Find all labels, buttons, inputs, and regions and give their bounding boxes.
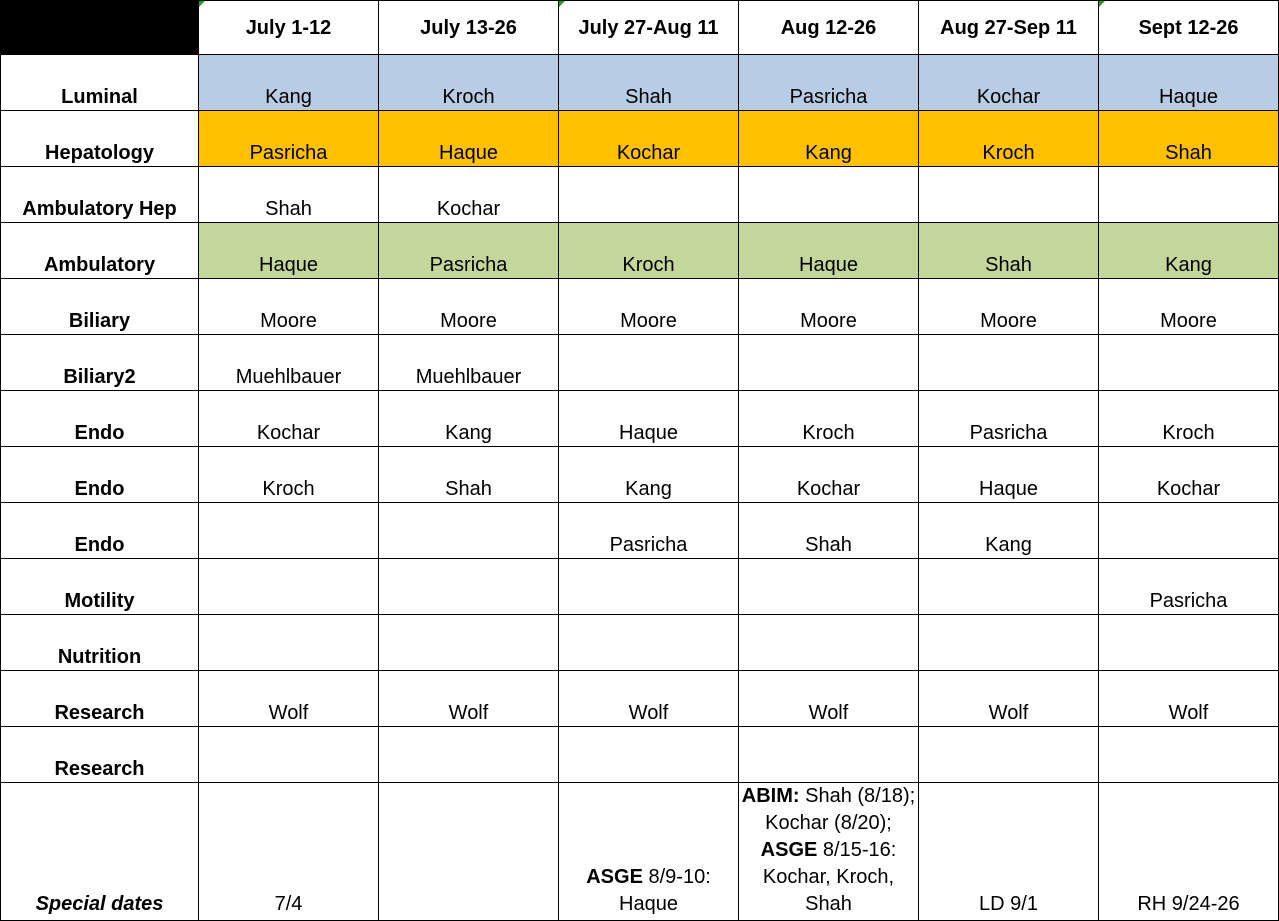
cell — [919, 335, 1099, 391]
cell: Kang — [379, 391, 559, 447]
row-label-ambulatory: Ambulatory — [1, 223, 199, 279]
special-cell-5: LD 9/1 — [919, 783, 1099, 921]
cell: Kochar — [1099, 447, 1279, 503]
cell — [379, 559, 559, 615]
period-header-3: July 27-Aug 11 — [559, 1, 739, 55]
row-label-hepatology: Hepatology — [1, 111, 199, 167]
row-label-research: Research — [1, 727, 199, 783]
row-biliary2 — [1, 335, 1279, 391]
row-label-ambulatory-hep: Ambulatory Hep — [1, 167, 199, 223]
row-label-nutrition: Nutrition — [1, 615, 199, 671]
cell: Pasricha — [919, 391, 1099, 447]
asge-label: ASGE — [760, 839, 818, 861]
cell: Muehlbauer — [199, 335, 379, 391]
row-endo-1 — [1, 391, 1279, 447]
corner-cell — [1, 1, 199, 55]
special-text: 8/15-16: Kochar, Kroch, Shah — [762, 839, 897, 915]
cell: Wolf — [559, 671, 739, 727]
cell: Kang — [1099, 223, 1279, 279]
period-header-2: July 13-26 — [379, 1, 559, 55]
cell: Moore — [559, 279, 739, 335]
cell: Pasricha — [379, 223, 559, 279]
cell: Kang — [739, 111, 919, 167]
row-label-biliary2: Biliary2 — [1, 335, 199, 391]
row-nutrition — [1, 615, 1279, 671]
cell: Shah — [1099, 111, 1279, 167]
header-row — [1, 1, 1279, 55]
row-endo-3 — [1, 503, 1279, 559]
row-ambulatory-hep — [1, 167, 1279, 223]
cell — [1099, 503, 1279, 559]
cell: Wolf — [379, 671, 559, 727]
cell — [379, 615, 559, 671]
period-header-1: July 1-12 — [199, 1, 379, 55]
special-cell-1: 7/4 — [199, 783, 379, 921]
cell — [379, 727, 559, 783]
row-label-endo: Endo — [1, 391, 199, 447]
cell: Kroch — [199, 447, 379, 503]
row-hepatology — [1, 111, 1279, 167]
row-ambulatory — [1, 223, 1279, 279]
cell: Shah — [379, 447, 559, 503]
row-endo-2 — [1, 447, 1279, 503]
row-label-endo: Endo — [1, 447, 199, 503]
cell: Kang — [559, 447, 739, 503]
special-cell-3 — [559, 783, 739, 921]
asge-label: ASGE — [586, 866, 643, 888]
cell: Shah — [919, 223, 1099, 279]
cell — [1099, 615, 1279, 671]
cell: Haque — [379, 111, 559, 167]
abim-label: ABIM: — [741, 785, 800, 807]
cell: Kroch — [919, 111, 1099, 167]
cell — [739, 727, 919, 783]
cell: Moore — [379, 279, 559, 335]
cell: Shah — [559, 55, 739, 111]
row-label-luminal: Luminal — [1, 55, 199, 111]
cell — [559, 615, 739, 671]
period-header-5: Aug 27-Sep 11 — [919, 1, 1099, 55]
cell — [1099, 167, 1279, 223]
cell: Pasricha — [559, 503, 739, 559]
period-header-4: Aug 12-26 — [739, 1, 919, 55]
cell: Kroch — [1099, 391, 1279, 447]
cell — [919, 727, 1099, 783]
cell: Kroch — [379, 55, 559, 111]
cell — [1099, 727, 1279, 783]
cell — [919, 559, 1099, 615]
special-cell-2 — [379, 783, 559, 921]
cell: Moore — [739, 279, 919, 335]
cell — [559, 559, 739, 615]
cell — [919, 615, 1099, 671]
row-label-special-dates: Special dates — [1, 783, 199, 921]
cell: Kochar — [559, 111, 739, 167]
cell: Haque — [199, 223, 379, 279]
cell — [919, 167, 1099, 223]
period-header-6: Sept 12-26 — [1099, 1, 1279, 55]
row-special-dates — [1, 783, 1279, 921]
cell: Moore — [1099, 279, 1279, 335]
row-motility — [1, 559, 1279, 615]
cell — [739, 615, 919, 671]
special-text: Shah (8/18); Kochar (8/20); — [765, 785, 916, 834]
special-cell-4 — [739, 783, 919, 921]
cell: Moore — [199, 279, 379, 335]
cell — [199, 503, 379, 559]
cell — [559, 167, 739, 223]
row-luminal — [1, 55, 1279, 111]
cell: Kochar — [199, 391, 379, 447]
cell: Kroch — [559, 223, 739, 279]
cell: Haque — [1099, 55, 1279, 111]
cell: Pasricha — [199, 111, 379, 167]
row-label-research: Research — [1, 671, 199, 727]
row-label-endo: Endo — [1, 503, 199, 559]
cell: Wolf — [919, 671, 1099, 727]
row-label-biliary: Biliary — [1, 279, 199, 335]
cell — [559, 335, 739, 391]
row-research-1 — [1, 671, 1279, 727]
cell — [199, 615, 379, 671]
special-text: 8/9-10: Haque — [619, 866, 711, 915]
cell: Wolf — [1099, 671, 1279, 727]
row-label-motility: Motility — [1, 559, 199, 615]
cell: Kochar — [379, 167, 559, 223]
cell: Kochar — [739, 447, 919, 503]
cell: Haque — [739, 223, 919, 279]
cell — [739, 167, 919, 223]
cell: Kroch — [739, 391, 919, 447]
cell — [379, 503, 559, 559]
cell — [559, 727, 739, 783]
cell: Muehlbauer — [379, 335, 559, 391]
cell: Shah — [199, 167, 379, 223]
cell: Wolf — [739, 671, 919, 727]
cell: Kang — [199, 55, 379, 111]
cell — [199, 727, 379, 783]
cell — [1099, 335, 1279, 391]
cell: Haque — [559, 391, 739, 447]
cell: Wolf — [199, 671, 379, 727]
cell: Kang — [919, 503, 1099, 559]
cell — [739, 559, 919, 615]
row-biliary — [1, 279, 1279, 335]
special-cell-6: RH 9/24-26 — [1099, 783, 1279, 921]
cell — [739, 335, 919, 391]
cell: Pasricha — [1099, 559, 1279, 615]
cell: Shah — [739, 503, 919, 559]
cell: Pasricha — [739, 55, 919, 111]
cell: Kochar — [919, 55, 1099, 111]
cell: Moore — [919, 279, 1099, 335]
cell: Haque — [919, 447, 1099, 503]
row-research-2 — [1, 727, 1279, 783]
cell — [199, 559, 379, 615]
